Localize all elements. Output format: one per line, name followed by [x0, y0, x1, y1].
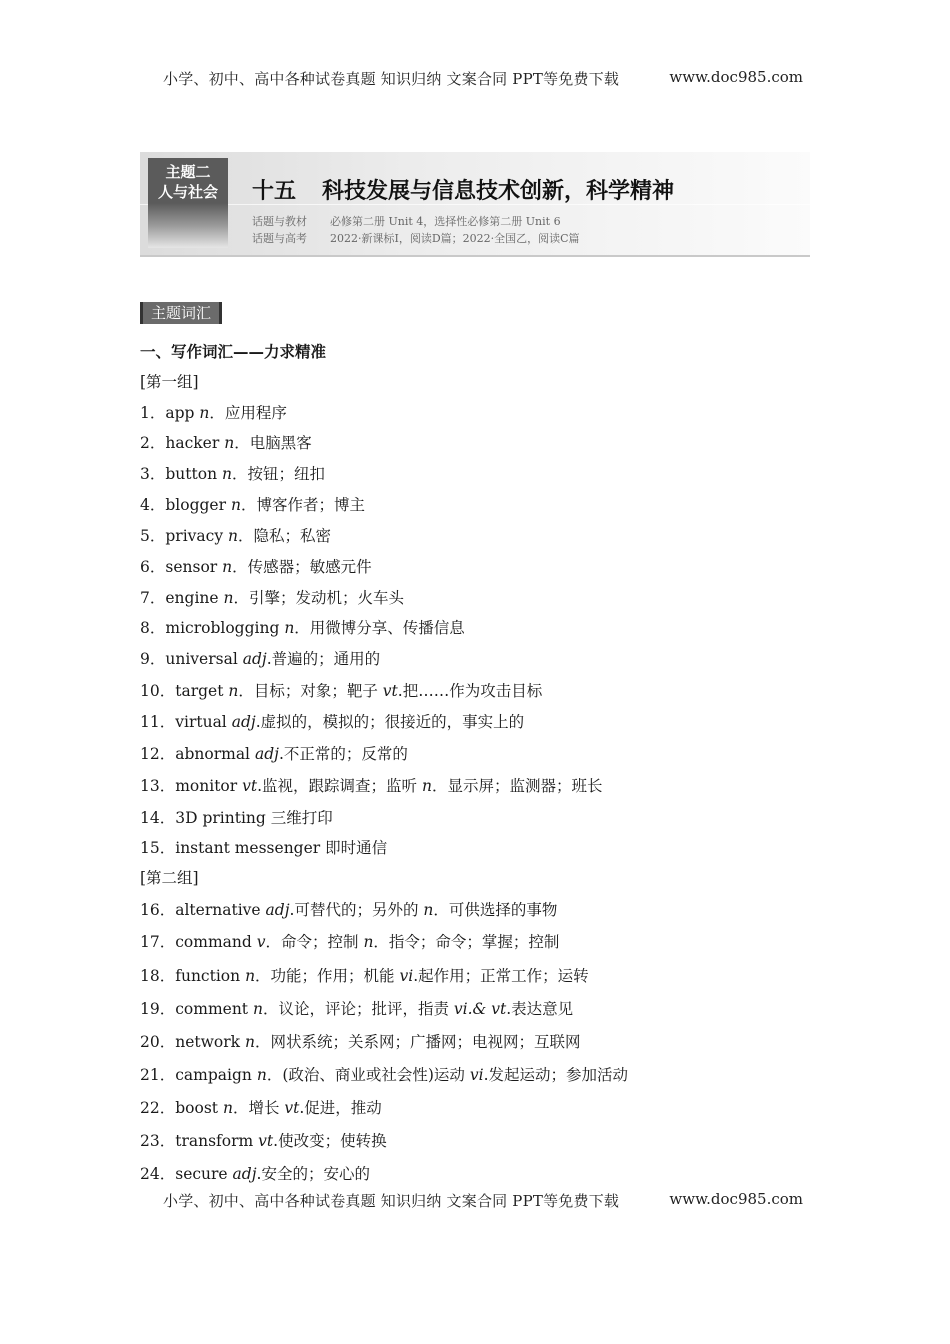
page-footer: [163, 1190, 803, 1211]
vocab-item: [140, 1125, 820, 1158]
item-word: blogger: [165, 496, 227, 514]
item-definition: .安全的；安心的: [256, 1165, 370, 1183]
item-definition: ．命令；控制: [265, 933, 364, 951]
item-definition-2: .把……作为攻击目标: [397, 682, 543, 700]
part-of-speech: n: [222, 1099, 233, 1117]
item-word: 3D printing: [175, 809, 266, 827]
item-definition: .可替代的；另外的: [289, 901, 424, 919]
topic-number: 十五: [252, 179, 297, 204]
item-definition: ．博客作者；博主: [240, 496, 365, 514]
item-number: 7．: [140, 589, 166, 607]
part-of-speech: n: [245, 967, 256, 985]
item-definition: .虚拟的，模拟的；很接近的，事实上的: [255, 713, 525, 731]
item-number: 8．: [140, 619, 166, 637]
item-number: 1．: [140, 404, 166, 422]
part-of-speech: n: [252, 1000, 263, 1018]
vocab-item: [140, 894, 820, 926]
item-definition: ．电脑黑客: [234, 434, 312, 452]
item-number: 2．: [140, 434, 166, 452]
item-number: 21．: [140, 1066, 176, 1084]
item-number: 19．: [140, 1000, 176, 1018]
group-heading: [第二组]: [140, 869, 199, 887]
vocab-item: [140, 707, 820, 738]
vocab-item: [140, 675, 820, 707]
part-of-speech: v: [256, 933, 266, 951]
part-of-speech: n: [228, 527, 239, 545]
part-of-speech: n: [228, 682, 239, 700]
badge-line1: 主题二: [165, 163, 211, 181]
item-word: transform: [175, 1132, 254, 1150]
item-word: network: [175, 1033, 241, 1051]
part-of-speech-2: vi: [399, 967, 414, 985]
part-of-speech-2: n: [421, 777, 432, 795]
item-definition-2: ．可供选择的事物: [433, 901, 558, 919]
part-of-speech: n: [199, 404, 210, 422]
item-definition: ．传感器；敏感元件: [232, 558, 372, 576]
meta-value: 必修第二册 Unit 4，选择性必修第二册 Unit 6: [330, 215, 561, 228]
item-word: button: [165, 465, 218, 483]
part-of-speech: n: [222, 465, 232, 483]
item-definition: ．隐私；私密: [238, 527, 332, 545]
item-definition-2: ．指令；命令；掌握；控制: [373, 933, 560, 951]
vocabulary-content: [140, 340, 820, 1191]
part-of-speech: vt: [258, 1132, 274, 1150]
item-number: 4．: [140, 496, 166, 514]
part-of-speech: adj: [254, 745, 279, 763]
item-word: monitor: [175, 777, 238, 795]
vocab-item: [140, 521, 820, 552]
section-tag: 主题词汇: [140, 302, 222, 324]
item-number: 5．: [140, 527, 166, 545]
vocab-item: [140, 552, 820, 583]
item-definition: .使改变；使转换: [273, 1132, 387, 1150]
vocab-item: [140, 803, 820, 833]
meta-value: 2022·新课标Ⅰ，阅读D篇；2022·全国乙，阅读C篇: [330, 232, 580, 245]
item-word: app: [165, 404, 195, 422]
vocab-item: [140, 583, 820, 613]
vocab-item: [140, 1026, 820, 1059]
part-of-speech-2: n: [363, 933, 374, 951]
vocab-item: [140, 1059, 820, 1091]
vocab-item: [140, 833, 820, 864]
item-definition: .监视，跟踪调查；监听: [257, 777, 422, 795]
item-number: 17．: [140, 933, 176, 951]
part-of-speech: adj: [231, 713, 256, 731]
group-heading: [第一组]: [140, 373, 199, 391]
part-of-speech: adj: [232, 1165, 257, 1183]
item-definition: ．按钮；纽扣: [231, 465, 325, 483]
topic-title: 科技发展与信息技术创新，科学精神: [322, 179, 675, 204]
item-number: 20．: [140, 1033, 176, 1051]
part-of-speech: adj: [242, 650, 267, 668]
item-word: sensor: [165, 558, 218, 576]
section-subheading: 一、写作词汇——力求精准: [140, 343, 327, 361]
item-number: 11．: [140, 713, 176, 731]
item-word: abnormal: [175, 745, 251, 763]
item-word: instant messenger: [175, 839, 321, 857]
item-word: command: [175, 933, 252, 951]
vocab-item: [140, 490, 820, 521]
item-definition-2: ．显示屏；监测器；班长: [431, 777, 603, 795]
banner-meta: [252, 213, 580, 247]
item-word: engine: [165, 589, 219, 607]
vocab-item: [140, 770, 820, 803]
item-definition-2: .起作用；正常工作；运转: [413, 967, 589, 985]
vocab-item: [140, 926, 820, 959]
banner-title: [252, 174, 674, 205]
item-number: 3．: [140, 465, 166, 483]
topic-banner: [140, 152, 810, 257]
item-definition: ．应用程序: [209, 404, 287, 422]
item-definition: .不正常的；反常的: [278, 745, 408, 763]
item-number: 6．: [140, 558, 166, 576]
item-definition: ．目标；对象；靶子: [238, 682, 383, 700]
item-definition: ．议论，评论；批评，指责: [262, 1000, 454, 1018]
item-number: 16．: [140, 901, 176, 919]
item-definition: ．(政治、商业或社会性)运动: [266, 1066, 470, 1084]
item-word: boost: [175, 1099, 219, 1117]
vocab-item: [140, 613, 820, 644]
vocab-item: [140, 459, 820, 490]
badge-line2: 人与社会: [157, 183, 218, 201]
item-word: secure: [175, 1165, 228, 1183]
item-definition: ．用微博分享、传播信息: [294, 619, 465, 637]
item-word: alternative: [175, 901, 261, 919]
item-definition-2: .表达意见: [506, 1000, 574, 1018]
item-word: comment: [175, 1000, 249, 1018]
vocab-item: [140, 1091, 820, 1125]
item-definition: 即时通信: [325, 839, 388, 857]
vocab-item: [140, 993, 820, 1026]
part-of-speech-2: n: [423, 901, 434, 919]
vocab-item: [140, 738, 820, 770]
item-word: virtual: [175, 713, 227, 731]
part-of-speech-2: vi.& vt: [453, 1000, 507, 1018]
item-definition-2: .发起运动；参加活动: [483, 1066, 628, 1084]
vocab-item: [140, 1158, 820, 1191]
footer-url: www.doc985.com: [669, 1190, 803, 1208]
header-url: www.doc985.com: [669, 68, 803, 86]
part-of-speech-2: vt: [382, 682, 398, 700]
item-definition: .普遍的；通用的: [266, 650, 381, 668]
meta-label: 话题与教材: [252, 215, 307, 228]
part-of-speech: adj: [265, 901, 290, 919]
part-of-speech: n: [230, 496, 241, 514]
item-definition: ．引擎；发动机；火车头: [233, 589, 405, 607]
item-number: 10．: [140, 682, 176, 700]
part-of-speech: n: [223, 589, 234, 607]
item-number: 12．: [140, 745, 176, 763]
item-number: 15．: [140, 839, 176, 857]
item-word: target: [175, 682, 224, 700]
item-number: 18．: [140, 967, 176, 985]
vocab-item: [140, 398, 820, 428]
part-of-speech: n: [256, 1066, 267, 1084]
part-of-speech: vt: [242, 777, 258, 795]
item-definition: ．增长: [232, 1099, 285, 1117]
part-of-speech: n: [224, 434, 235, 452]
item-word: privacy: [165, 527, 224, 545]
item-definition: ．功能；作用；机能: [255, 967, 400, 985]
meta-row-exam: [252, 230, 580, 247]
header-text: 小学、初中、高中各种试卷真题 知识归纳 文案合同 PPT等免费下载: [163, 70, 620, 88]
part-of-speech: n: [244, 1033, 255, 1051]
part-of-speech: n: [284, 619, 295, 637]
item-definition: 三维打印: [270, 809, 333, 827]
item-number: 13．: [140, 777, 176, 795]
item-number: 9．: [140, 650, 166, 668]
item-number: 23．: [140, 1132, 176, 1150]
vocab-item: [140, 644, 820, 675]
item-word: hacker: [165, 434, 220, 452]
item-definition-2: .促进，推动: [299, 1099, 382, 1117]
item-number: 14．: [140, 809, 176, 827]
vocab-item: [140, 428, 820, 459]
item-number: 22．: [140, 1099, 176, 1117]
item-word: function: [175, 967, 241, 985]
meta-row-textbook: [252, 213, 580, 230]
theme-badge: [148, 158, 228, 248]
item-word: universal: [165, 650, 238, 668]
item-number: 24．: [140, 1165, 176, 1183]
page-header: [163, 68, 803, 89]
item-definition: ．网状系统；关系网；广播网；电视网；互联网: [254, 1033, 581, 1051]
part-of-speech: n: [222, 558, 233, 576]
part-of-speech-2: vt: [284, 1099, 300, 1117]
meta-label: 话题与高考: [252, 232, 307, 245]
part-of-speech-2: vi: [469, 1066, 484, 1084]
item-word: campaign: [175, 1066, 252, 1084]
item-word: microblogging: [165, 619, 280, 637]
vocab-item: [140, 959, 820, 993]
footer-text: 小学、初中、高中各种试卷真题 知识归纳 文案合同 PPT等免费下载: [163, 1192, 620, 1210]
